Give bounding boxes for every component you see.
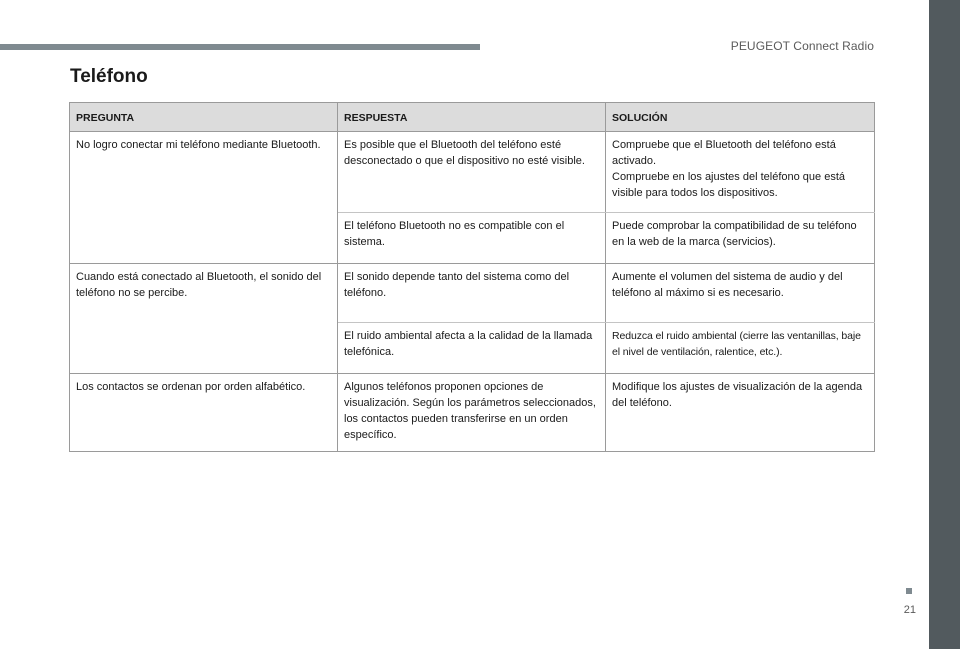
header-brand: PEUGEOT Connect Radio bbox=[730, 39, 874, 53]
table-header-row bbox=[70, 103, 875, 132]
column-header-solution: SOLUCIÓN bbox=[606, 103, 875, 132]
solution-cell: Aumente el volumen del sistema de audio y del teléfono al máximo si es necesario. bbox=[606, 264, 875, 323]
question-cell: Cuando está conectado al Bluetooth, el sonido del teléfono no se percibe. bbox=[70, 264, 338, 374]
response-cell: Algunos teléfonos proponen opciones de visualización. Según los parámetros seleccionados, los contactos pueden transferirse en un orden específico. bbox=[338, 374, 606, 452]
side-band bbox=[929, 0, 960, 649]
solution-cell: Modifique los ajustes de visualización de la agenda del teléfono. bbox=[606, 374, 875, 452]
response-cell: Es posible que el Bluetooth del teléfono esté desconectado o que el dispositivo no esté visible. bbox=[338, 132, 606, 213]
solution-cell: Puede comprobar la compatibilidad de su teléfono en la web de la marca (servicios). bbox=[606, 213, 875, 264]
solution-cell: Reduzca el ruido ambiental (cierre las ventanillas, baje el nivel de ventilación, ralentice, etc.). bbox=[606, 323, 875, 374]
table-row bbox=[70, 132, 875, 213]
column-header-response: RESPUESTA bbox=[338, 103, 606, 132]
question-cell: Los contactos se ordenan por orden alfabético. bbox=[70, 374, 338, 452]
solution-cell: Compruebe que el Bluetooth del teléfono está activado. Compruebe en los ajustes del teléfono que está visible para todos los dispositivos. bbox=[606, 132, 875, 213]
page-marker bbox=[906, 588, 912, 594]
page-title: Teléfono bbox=[70, 66, 148, 87]
page-number: 21 bbox=[903, 604, 916, 616]
faq-table bbox=[69, 102, 875, 452]
header-rule bbox=[0, 44, 480, 50]
question-cell: No logro conectar mi teléfono mediante Bluetooth. bbox=[70, 132, 338, 264]
response-cell: El ruido ambiental afecta a la calidad de la llamada telefónica. bbox=[338, 323, 606, 374]
response-cell: El sonido depende tanto del sistema como del teléfono. bbox=[338, 264, 606, 323]
response-cell: El teléfono Bluetooth no es compatible con el sistema. bbox=[338, 213, 606, 264]
table-row bbox=[70, 264, 875, 323]
column-header-question: PREGUNTA bbox=[70, 103, 338, 132]
table-row bbox=[70, 374, 875, 452]
